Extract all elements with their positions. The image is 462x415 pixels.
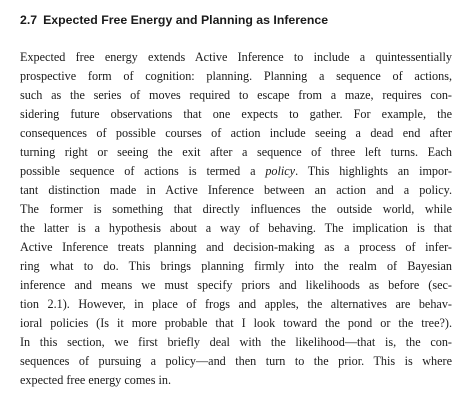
paragraph-line: ioral policies (Is it more probable that I look toward the pond or the tree?). xyxy=(20,316,452,330)
paragraph-line: Active Inference treats planning and decision-making as a process of infer- xyxy=(20,240,452,254)
paragraph-line: consequences of possible courses of action include seeing a dead end after xyxy=(20,126,452,140)
paragraph-line: Expected free energy extends Active Inference to include a quintessentially xyxy=(20,50,452,64)
paragraph-line: the latter is a hypothesis about a way of behaving. The implication is that xyxy=(20,221,452,235)
body-paragraph xyxy=(20,48,452,390)
paragraph-line: inference and means we must specify priors and likelihoods as before (sec- xyxy=(20,278,452,292)
section-heading xyxy=(20,13,452,28)
paragraph-line xyxy=(20,162,452,181)
line-text-before: possible sequence of actions is termed a xyxy=(20,164,266,178)
paragraph-line: sequences of pursuing a policy—and then turn to the prior. This is where xyxy=(20,354,452,368)
line-text-after: . This highlights an impor- xyxy=(295,164,452,178)
paragraph-line: The former is something that directly influences the outside world, while xyxy=(20,202,452,216)
paragraph-line: expected free energy comes in. xyxy=(20,373,172,387)
paragraph-line: tant distinction made in Active Inference between an action and a policy. xyxy=(20,183,452,197)
policy-term: policy xyxy=(265,164,296,178)
paragraph-line: sidering future observations that one expects to gather. For example, the xyxy=(20,107,452,121)
section-number: 2.7 xyxy=(20,13,38,27)
paragraph-line: tion 2.1). However, in place of frogs and apples, the alternatives are behav- xyxy=(20,297,452,311)
paragraph-line: prospective form of cognition: planning. Planning a sequence of actions, xyxy=(20,69,452,83)
paragraph-line: such as the series of moves required to escape from a maze, requires con- xyxy=(20,88,452,102)
paragraph-line: In this section, we first briefly deal with the likelihood—that is, the con- xyxy=(20,335,452,349)
paragraph-line: turning right or seeing the exit after a sequence of three left turns. Each xyxy=(20,145,452,159)
section-title: Expected Free Energy and Planning as Inference xyxy=(43,13,329,27)
paragraph-line: ring what to do. This brings planning firmly into the realm of Bayesian xyxy=(20,259,452,273)
